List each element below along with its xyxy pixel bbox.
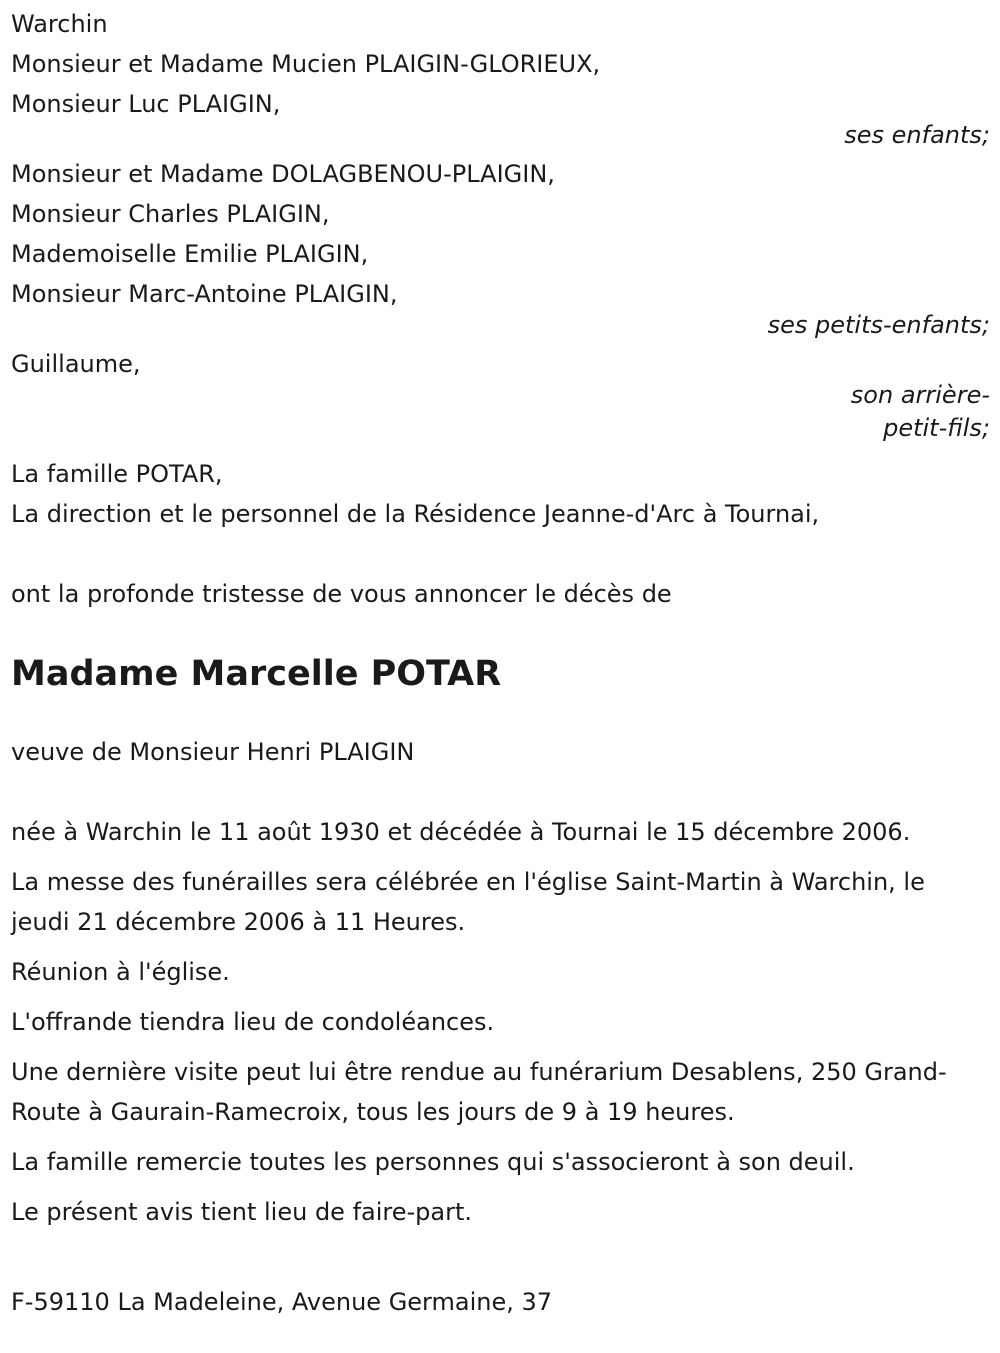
detail-paragraph: née à Warchin le 11 août 1930 et décédée à Tournai le 15 décembre 2006.: [11, 818, 911, 846]
address-line: F-59110 La Madeleine, Avenue Germaine, 37: [11, 1288, 553, 1316]
detail-paragraph: Une dernière visite peut lui être rendue au funérarium Desablens, 250 Grand-Route à Gaurain-Ramecroix, tous les jours de 9 à 19 heures.: [11, 1058, 947, 1126]
others-group: [11, 454, 990, 534]
detail-paragraph: Le présent avis tient lieu de faire-part.: [11, 1198, 473, 1226]
details-block: [11, 812, 990, 1232]
child-name: Monsieur Luc PLAIGIN,: [11, 90, 281, 118]
other-mourner: La famille POTAR,: [11, 460, 223, 488]
grandchild-name: Monsieur Marc-Antoine PLAIGIN,: [11, 280, 398, 308]
grandchild-name: Monsieur Charles PLAIGIN,: [11, 200, 330, 228]
header-place: Warchin: [11, 10, 108, 38]
great-grandchild-role-line2: petit-fils;: [883, 414, 990, 442]
great-grandchild-group: [11, 344, 990, 448]
great-grandchild-name: Guillaume,: [11, 350, 141, 378]
children-group: [11, 44, 990, 148]
grandchild-name: Mademoiselle Emilie PLAIGIN,: [11, 240, 369, 268]
detail-paragraph: La messe des funérailles sera célébrée en l'église Saint-Martin à Warchin, le jeudi 21 décembre 2006 à 11 Heures.: [11, 868, 925, 936]
detail-paragraph: Réunion à l'église.: [11, 958, 230, 986]
child-name: Monsieur et Madame Mucien PLAIGIN-GLORIEUX,: [11, 50, 601, 78]
death-notice: [11, 4, 990, 1322]
announcement-text: ont la profonde tristesse de vous annoncer le décès de: [11, 580, 672, 608]
grandchild-name: Monsieur et Madame DOLAGBENOU-PLAIGIN,: [11, 160, 555, 188]
great-grandchild-role-line1: son arrière-: [850, 381, 990, 409]
grandchildren-role: ses petits-enfants;: [767, 311, 990, 339]
children-role: ses enfants;: [844, 121, 990, 149]
deceased-name: Madame Marcelle POTAR: [11, 654, 502, 694]
detail-paragraph: La famille remercie toutes les personnes qui s'associeront à son deuil.: [11, 1148, 855, 1176]
widow-of-text: veuve de Monsieur Henri PLAIGIN: [11, 738, 415, 766]
other-mourner: La direction et le personnel de la Résidence Jeanne-d'Arc à Tournai,: [11, 500, 820, 528]
detail-paragraph: L'offrande tiendra lieu de condoléances.: [11, 1008, 495, 1036]
grandchildren-group: [11, 154, 990, 338]
